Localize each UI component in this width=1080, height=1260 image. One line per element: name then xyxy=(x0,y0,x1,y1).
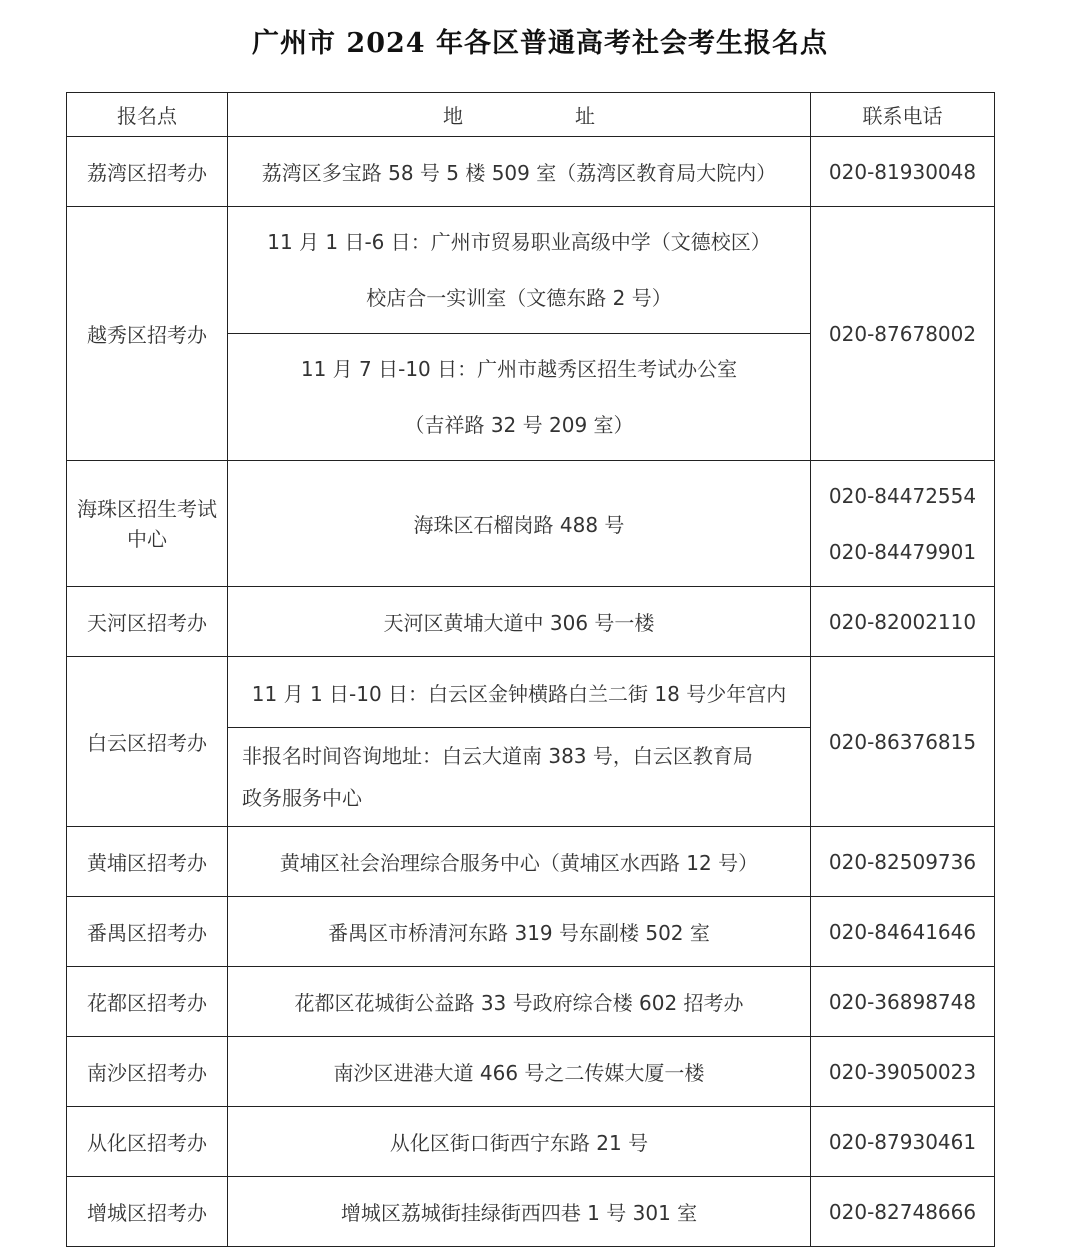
cell-phone: 020-87678002 xyxy=(811,207,995,461)
cell-phone: 020-86376815 xyxy=(811,657,995,827)
table-row xyxy=(67,587,995,657)
table-row xyxy=(67,1107,995,1177)
cell-point: 从化区招考办 xyxy=(67,1107,228,1177)
cell-phone: 020-87930461 xyxy=(811,1107,995,1177)
cell-address: 海珠区石榴岗路 488 号 xyxy=(228,461,811,587)
registration-table xyxy=(66,92,995,1247)
table-header-row xyxy=(67,93,995,137)
cell-point: 越秀区招考办 xyxy=(67,207,228,461)
phone-line: 020-84479901 xyxy=(828,539,977,564)
cell-address: 天河区黄埔大道中 306 号一楼 xyxy=(228,587,811,657)
cell-phone: 020-81930048 xyxy=(811,137,995,207)
cell-point: 增城区招考办 xyxy=(67,1177,228,1247)
table-row xyxy=(67,207,995,334)
header-point: 报名点 xyxy=(67,93,228,137)
cell-point: 南沙区招考办 xyxy=(67,1037,228,1107)
table-row xyxy=(67,1037,995,1107)
phone-line: 020-84472554 xyxy=(828,483,977,508)
cell-phone: 020-36898748 xyxy=(811,967,995,1037)
cell-address xyxy=(228,334,811,461)
cell-address xyxy=(228,728,811,827)
header-address-char-2: 址 xyxy=(575,104,595,128)
cell-point: 白云区招考办 xyxy=(67,657,228,827)
cell-address xyxy=(228,207,811,334)
page-title: 广州市 2024 年各区普通高考社会考生报名点 xyxy=(252,28,828,59)
cell-address: 南沙区进港大道 466 号之二传媒大厦一楼 xyxy=(228,1037,811,1107)
cell-phone xyxy=(811,461,995,587)
header-phone: 联系电话 xyxy=(811,93,995,137)
table-row xyxy=(67,897,995,967)
cell-point: 番禺区招考办 xyxy=(67,897,228,967)
address-line: 政务服务中心 xyxy=(242,786,362,810)
table-row xyxy=(67,461,995,587)
cell-point: 黄埔区招考办 xyxy=(67,827,228,897)
table-row xyxy=(67,967,995,1037)
cell-phone: 020-82748666 xyxy=(811,1177,995,1247)
cell-phone: 020-84641646 xyxy=(811,897,995,967)
address-line: 11 月 1 日-6 日：广州市贸易职业高级中学（文德校区） xyxy=(267,230,771,254)
cell-point: 天河区招考办 xyxy=(67,587,228,657)
cell-phone: 020-82002110 xyxy=(811,587,995,657)
table-row xyxy=(67,1177,995,1247)
cell-address: 11 月 1 日-10 日：白云区金钟横路白兰二街 18 号少年宫内 xyxy=(228,657,811,728)
header-address xyxy=(228,93,811,137)
cell-address: 增城区荔城街挂绿街西四巷 1 号 301 室 xyxy=(228,1177,811,1247)
header-address-char-1: 地 xyxy=(443,104,463,128)
table-row xyxy=(67,827,995,897)
cell-point: 海珠区招生考试中心 xyxy=(67,461,228,587)
cell-address: 花都区花城街公益路 33 号政府综合楼 602 招考办 xyxy=(228,967,811,1037)
table-row xyxy=(67,657,995,728)
cell-phone: 020-82509736 xyxy=(811,827,995,897)
cell-address: 荔湾区多宝路 58 号 5 楼 509 室（荔湾区教育局大院内） xyxy=(228,137,811,207)
cell-address: 番禺区市桥清河东路 319 号东副楼 502 室 xyxy=(228,897,811,967)
cell-phone: 020-39050023 xyxy=(811,1037,995,1107)
cell-address: 从化区街口街西宁东路 21 号 xyxy=(228,1107,811,1177)
address-line: （吉祥路 32 号 209 室） xyxy=(404,413,634,437)
cell-point: 花都区招考办 xyxy=(67,967,228,1037)
address-line: 非报名时间咨询地址：白云大道南 383 号，白云区教育局 xyxy=(242,744,753,768)
address-line: 校店合一实训室（文德东路 2 号） xyxy=(366,286,672,310)
address-line: 11 月 7 日-10 日：广州市越秀区招生考试办公室 xyxy=(300,357,738,381)
table-row xyxy=(67,137,995,207)
cell-address: 黄埔区社会治理综合服务中心（黄埔区水西路 12 号） xyxy=(228,827,811,897)
cell-point: 荔湾区招考办 xyxy=(67,137,228,207)
